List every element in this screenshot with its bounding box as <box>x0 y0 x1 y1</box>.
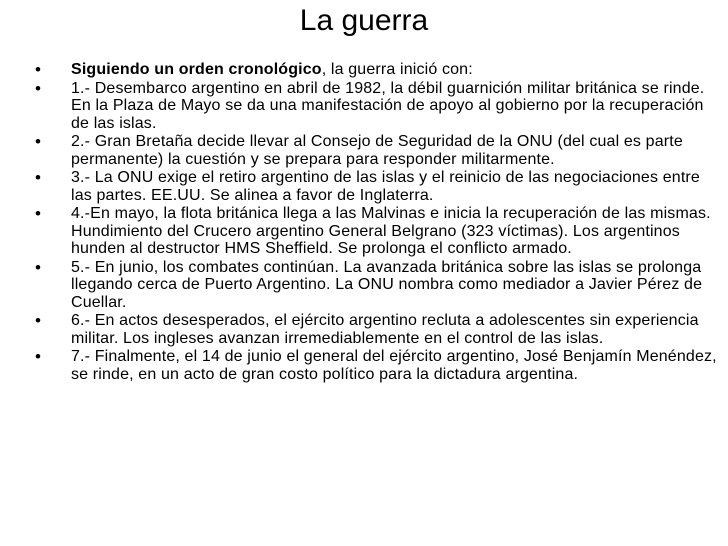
bullet-icon: • <box>35 347 42 366</box>
bullet-item <box>0 80 728 133</box>
bullet-text: 2.- Gran Bretaña decide llevar al Consejo de Seguridad de la ONU (del cual es parte permanente) la cuestión y se prepara para responder militarmente. <box>71 133 683 168</box>
bullet-text: 5.- En junio, los combates continúan. La avanzada británica sobre las islas se prolonga llegando cerca de Puerto Argentino. La ONU nombra como mediador a Javier Pérez de Cuellar. <box>71 258 703 311</box>
bullet-text: 7.- Finalmente, el 14 de junio el general del ejército argentino, José Benjamín Menéndez, se rinde, en un acto de gran costo político para la dictadura argentina. <box>71 348 717 383</box>
bullet-text: 4.-En mayo, la flota británica llega a las Malvinas e inicia la recuperación de las mismas. Hundimiento del Crucero argentino General Belgrano (323 víctimas). Los argentinos hunden al destructor HMS Sheffield. Se prolonga el conflicto armado. <box>71 205 711 257</box>
bullet-item <box>0 169 728 204</box>
bullet-icon: • <box>35 60 42 79</box>
slide-title: La guerra <box>299 4 429 37</box>
bullet-icon: • <box>35 78 42 98</box>
bullet-item <box>0 133 728 168</box>
bullet-icon: • <box>35 168 42 187</box>
bullet-text: 3.- La ONU exige el retiro argentino de las islas y el reinicio de las negociaciones entre las partes. EE.UU. Se alinea a favor de Inglaterra. <box>71 169 700 204</box>
intro-text: , la guerra inició con: <box>321 61 473 78</box>
bullet-intro <box>0 61 728 79</box>
bullet-text: 1.- Desembarco argentino en abril de 1982, la débil guarnición militar británica se rinde. En la Plaza de Mayo se da una manifestación de apoyo al gobierno por la recuperación de las islas. <box>71 79 705 132</box>
bullet-icon: • <box>35 132 42 151</box>
bullet-item <box>0 348 728 383</box>
bullet-text: 6.- En actos desesperados, el ejército argentino recluta a adolescentes sin experiencia militar. Los ingleses avanzan irremediablemente en el control de las islas. <box>71 312 699 347</box>
bullet-icon: • <box>35 311 42 330</box>
bullet-item <box>0 312 728 347</box>
bullet-icon: • <box>35 204 42 223</box>
bullet-list <box>0 61 728 384</box>
bullet-item <box>0 205 728 258</box>
intro-bold-text: Siguiendo un orden cronológico <box>71 61 322 78</box>
bullet-item <box>0 259 728 312</box>
bullet-icon: • <box>35 257 42 277</box>
